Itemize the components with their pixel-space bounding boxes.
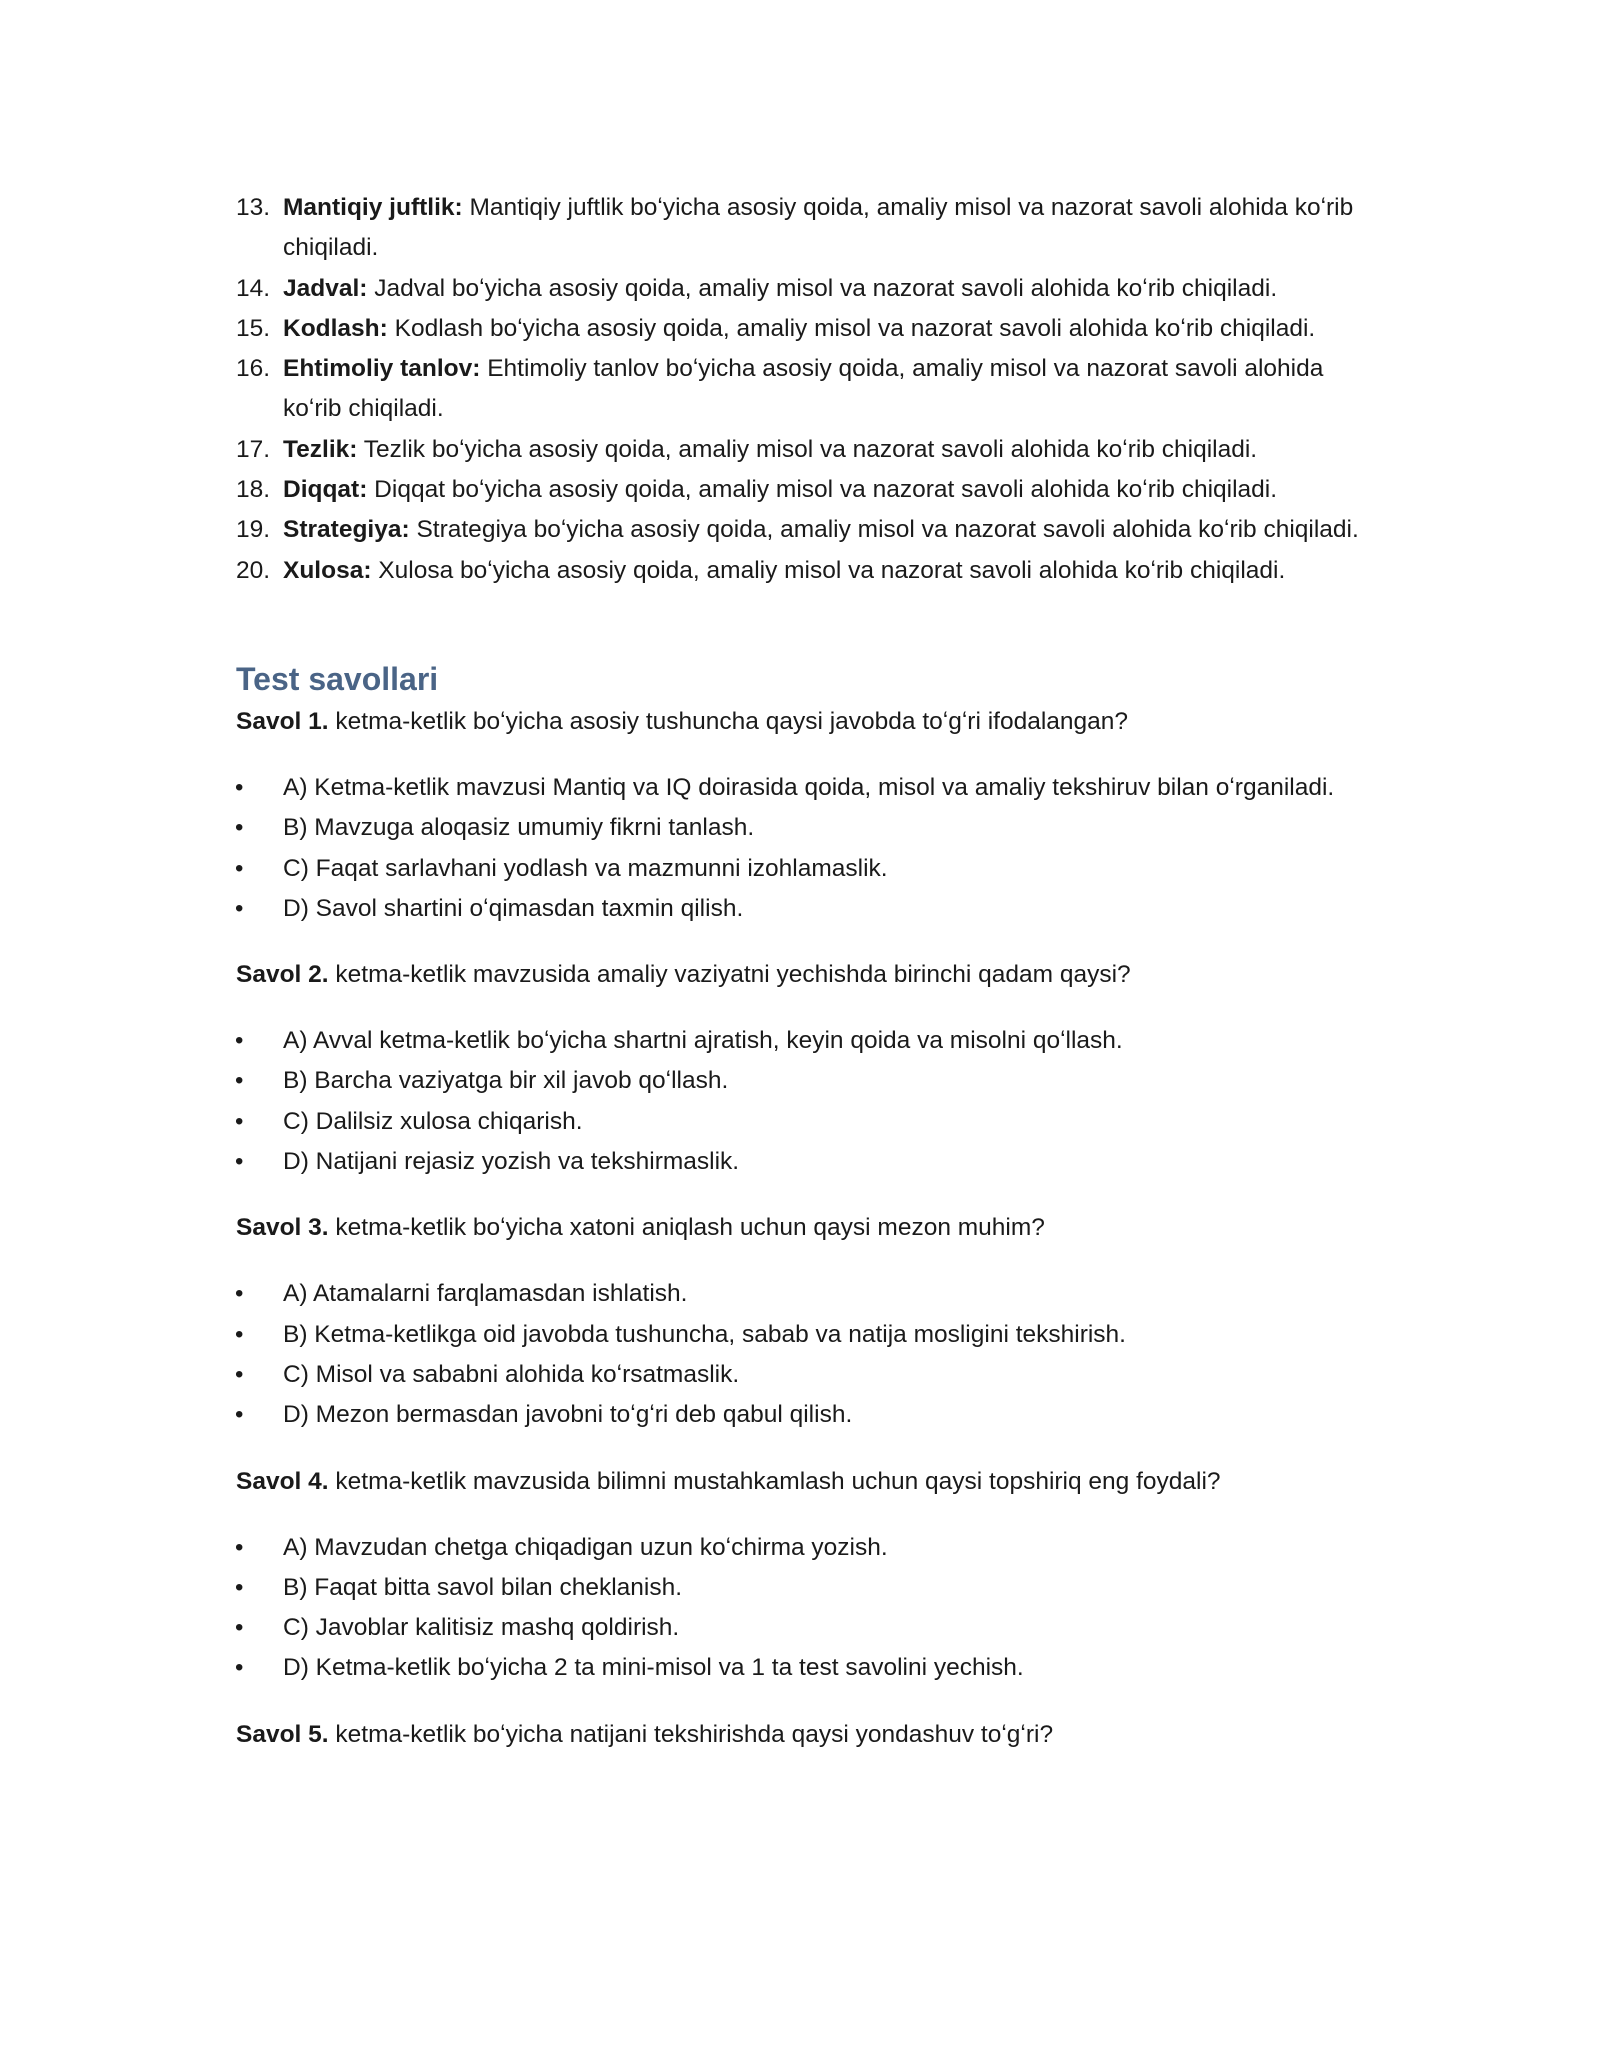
bullet-icon: •: [235, 1320, 244, 1348]
topic-item: [236, 269, 1370, 309]
topic-number: 16.: [236, 355, 271, 383]
bullet-icon: •: [235, 854, 244, 882]
option-text: A) Mavzudan chetga chiqadigan uzun koʻchirma yozish.: [283, 1533, 888, 1561]
topic-number: 14.: [236, 274, 271, 302]
question-text: ketma-ketlik boʻyicha natijani tekshirishda qaysi yondashuv toʻgʻri?: [328, 1720, 1054, 1748]
topic-text: Diqqat boʻyicha asosiy qoida, amaliy misol va nazorat savoli alohida koʻrib chiqiladi.: [367, 476, 1278, 504]
option-text: D) Mezon bermasdan javobni toʻgʻri deb qabul qilish.: [283, 1401, 853, 1429]
question-1: [236, 702, 1370, 742]
topic-text: Jadval boʻyicha asosiy qoida, amaliy misol va nazorat savoli alohida koʻrib chiqiladi.: [367, 274, 1278, 302]
question-3: [236, 1208, 1370, 1248]
topic-text: Strategiya boʻyicha asosiy qoida, amaliy misol va nazorat savoli alohida koʻrib chiqiladi.: [409, 516, 1359, 544]
bullet-icon: •: [235, 1027, 244, 1055]
question-1-options: [236, 768, 1370, 929]
topic-text: Ehtimoliy tanlov boʻyicha asosiy qoida, amaliy misol va nazorat savoli alohida koʻrib chiqiladi.: [283, 355, 1324, 423]
bullet-icon: •: [235, 814, 244, 842]
bullet-icon: •: [235, 1360, 244, 1388]
question-text: ketma-ketlik mavzusida bilimni mustahkamlash uchun qaysi topshiriq eng foydali?: [328, 1467, 1221, 1495]
answer-option: [236, 1102, 1370, 1142]
topic-number: 19.: [236, 516, 271, 544]
answer-option: [236, 1568, 1370, 1608]
answer-option: [236, 1315, 1370, 1355]
topic-text: Xulosa boʻyicha asosiy qoida, amaliy misol va nazorat savoli alohida koʻrib chiqiladi.: [371, 556, 1286, 584]
topic-item: [236, 510, 1370, 550]
bullet-icon: •: [235, 1573, 244, 1601]
option-text: A) Avval ketma-ketlik boʻyicha shartni ajratish, keyin qoida va misolni qoʻllash.: [283, 1027, 1123, 1055]
question-text: ketma-ketlik mavzusida amaliy vaziyatni yechishda birinchi qadam qaysi?: [328, 961, 1131, 989]
answer-option: [236, 1355, 1370, 1395]
answer-option: [236, 1142, 1370, 1182]
topic-number: 15.: [236, 314, 271, 342]
option-text: D) Ketma-ketlik boʻyicha 2 ta mini-misol va 1 ta test savolini yechish.: [283, 1654, 1024, 1682]
topic-item: [236, 551, 1370, 591]
option-text: C) Misol va sababni alohida koʻrsatmaslik.: [283, 1360, 740, 1388]
option-text: D) Savol shartini oʻqimasdan taxmin qilish.: [283, 894, 744, 922]
answer-option: [236, 1061, 1370, 1101]
question-2: [236, 955, 1370, 995]
option-text: C) Javoblar kalitisiz mashq qoldirish.: [283, 1614, 680, 1642]
topic-number: 13.: [236, 194, 271, 221]
topic-number: 18.: [236, 476, 271, 504]
question-5: [236, 1715, 1370, 1755]
topic-term: Ehtimoliy tanlov:: [283, 355, 481, 383]
bullet-icon: •: [235, 1533, 244, 1561]
answer-option: [236, 768, 1370, 808]
topic-term: Kodlash:: [283, 314, 388, 342]
topic-item: [236, 430, 1370, 470]
section-title: Test savollari: [236, 660, 439, 697]
option-text: D) Natijani rejasiz yozish va tekshirmaslik.: [283, 1148, 740, 1176]
bullet-icon: •: [235, 894, 244, 922]
question-label: Savol 3.: [236, 1214, 329, 1242]
option-text: A) Atamalarni farqlamasdan ishlatish.: [283, 1280, 688, 1308]
topic-text: Mantiqiy juftlik boʻyicha asosiy qoida, amaliy misol va nazorat savoli alohida koʻrib chiqiladi.: [283, 194, 1354, 262]
bullet-icon: •: [235, 1401, 244, 1429]
answer-option: [236, 889, 1370, 929]
answer-option: [236, 1274, 1370, 1314]
topic-item: [236, 470, 1370, 510]
topic-item: [236, 188, 1370, 269]
topic-term: Tezlik:: [283, 435, 358, 463]
topic-number: 17.: [236, 435, 271, 463]
answer-option: [236, 1608, 1370, 1648]
answer-option: [236, 1648, 1370, 1688]
option-text: B) Ketma-ketlikga oid javobda tushuncha, sabab va natija mosligini tekshirish.: [283, 1320, 1126, 1348]
answer-option: [236, 1395, 1370, 1435]
bullet-icon: •: [235, 1614, 244, 1642]
topic-item: [236, 349, 1370, 430]
question-label: Savol 2.: [236, 961, 329, 989]
topic-number: 20.: [236, 556, 271, 584]
topic-term: Jadval:: [283, 274, 368, 302]
option-text: B) Faqat bitta savol bilan cheklanish.: [283, 1573, 683, 1601]
topic-list: [236, 188, 1370, 591]
question-4: [236, 1462, 1370, 1502]
question-text: ketma-ketlik boʻyicha asosiy tushuncha qaysi javobda toʻgʻri ifodalangan?: [328, 707, 1129, 735]
bullet-icon: •: [235, 1067, 244, 1095]
answer-option: [236, 849, 1370, 889]
answer-option: [236, 1528, 1370, 1568]
bullet-icon: •: [235, 1654, 244, 1682]
option-text: C) Faqat sarlavhani yodlash va mazmunni izohlamaslik.: [283, 854, 888, 882]
topic-term: Diqqat:: [283, 476, 368, 504]
topic-text: Tezlik boʻyicha asosiy qoida, amaliy misol va nazorat savoli alohida koʻrib chiqiladi.: [357, 435, 1258, 463]
option-text: B) Mavzuga aloqasiz umumiy fikrni tanlash.: [283, 814, 755, 842]
question-4-options: [236, 1528, 1370, 1689]
bullet-icon: •: [235, 1107, 244, 1135]
answer-option: [236, 1021, 1370, 1061]
option-text: B) Barcha vaziyatga bir xil javob qoʻllash.: [283, 1067, 729, 1095]
question-3-options: [236, 1274, 1370, 1435]
question-label: Savol 4.: [236, 1467, 329, 1495]
question-2-options: [236, 1021, 1370, 1182]
answer-option: [236, 808, 1370, 848]
bullet-icon: •: [235, 1148, 244, 1176]
option-text: C) Dalilsiz xulosa chiqarish.: [283, 1107, 583, 1135]
question-label: Savol 5.: [236, 1720, 329, 1748]
topic-term: Xulosa:: [283, 556, 372, 584]
topic-term: Mantiqiy juftlik:: [283, 194, 463, 221]
question-label: Savol 1.: [236, 707, 329, 735]
topic-term: Strategiya:: [283, 516, 410, 544]
topic-item: [236, 309, 1370, 349]
question-text: ketma-ketlik boʻyicha xatoni aniqlash uchun qaysi mezon muhim?: [328, 1214, 1045, 1242]
option-text: A) Ketma-ketlik mavzusi Mantiq va IQ doirasida qoida, misol va amaliy tekshiruv bilan oʻrganiladi.: [283, 773, 1335, 801]
bullet-icon: •: [235, 773, 244, 801]
bullet-icon: •: [235, 1280, 244, 1308]
topic-text: Kodlash boʻyicha asosiy qoida, amaliy misol va nazorat savoli alohida koʻrib chiqiladi.: [387, 314, 1316, 342]
